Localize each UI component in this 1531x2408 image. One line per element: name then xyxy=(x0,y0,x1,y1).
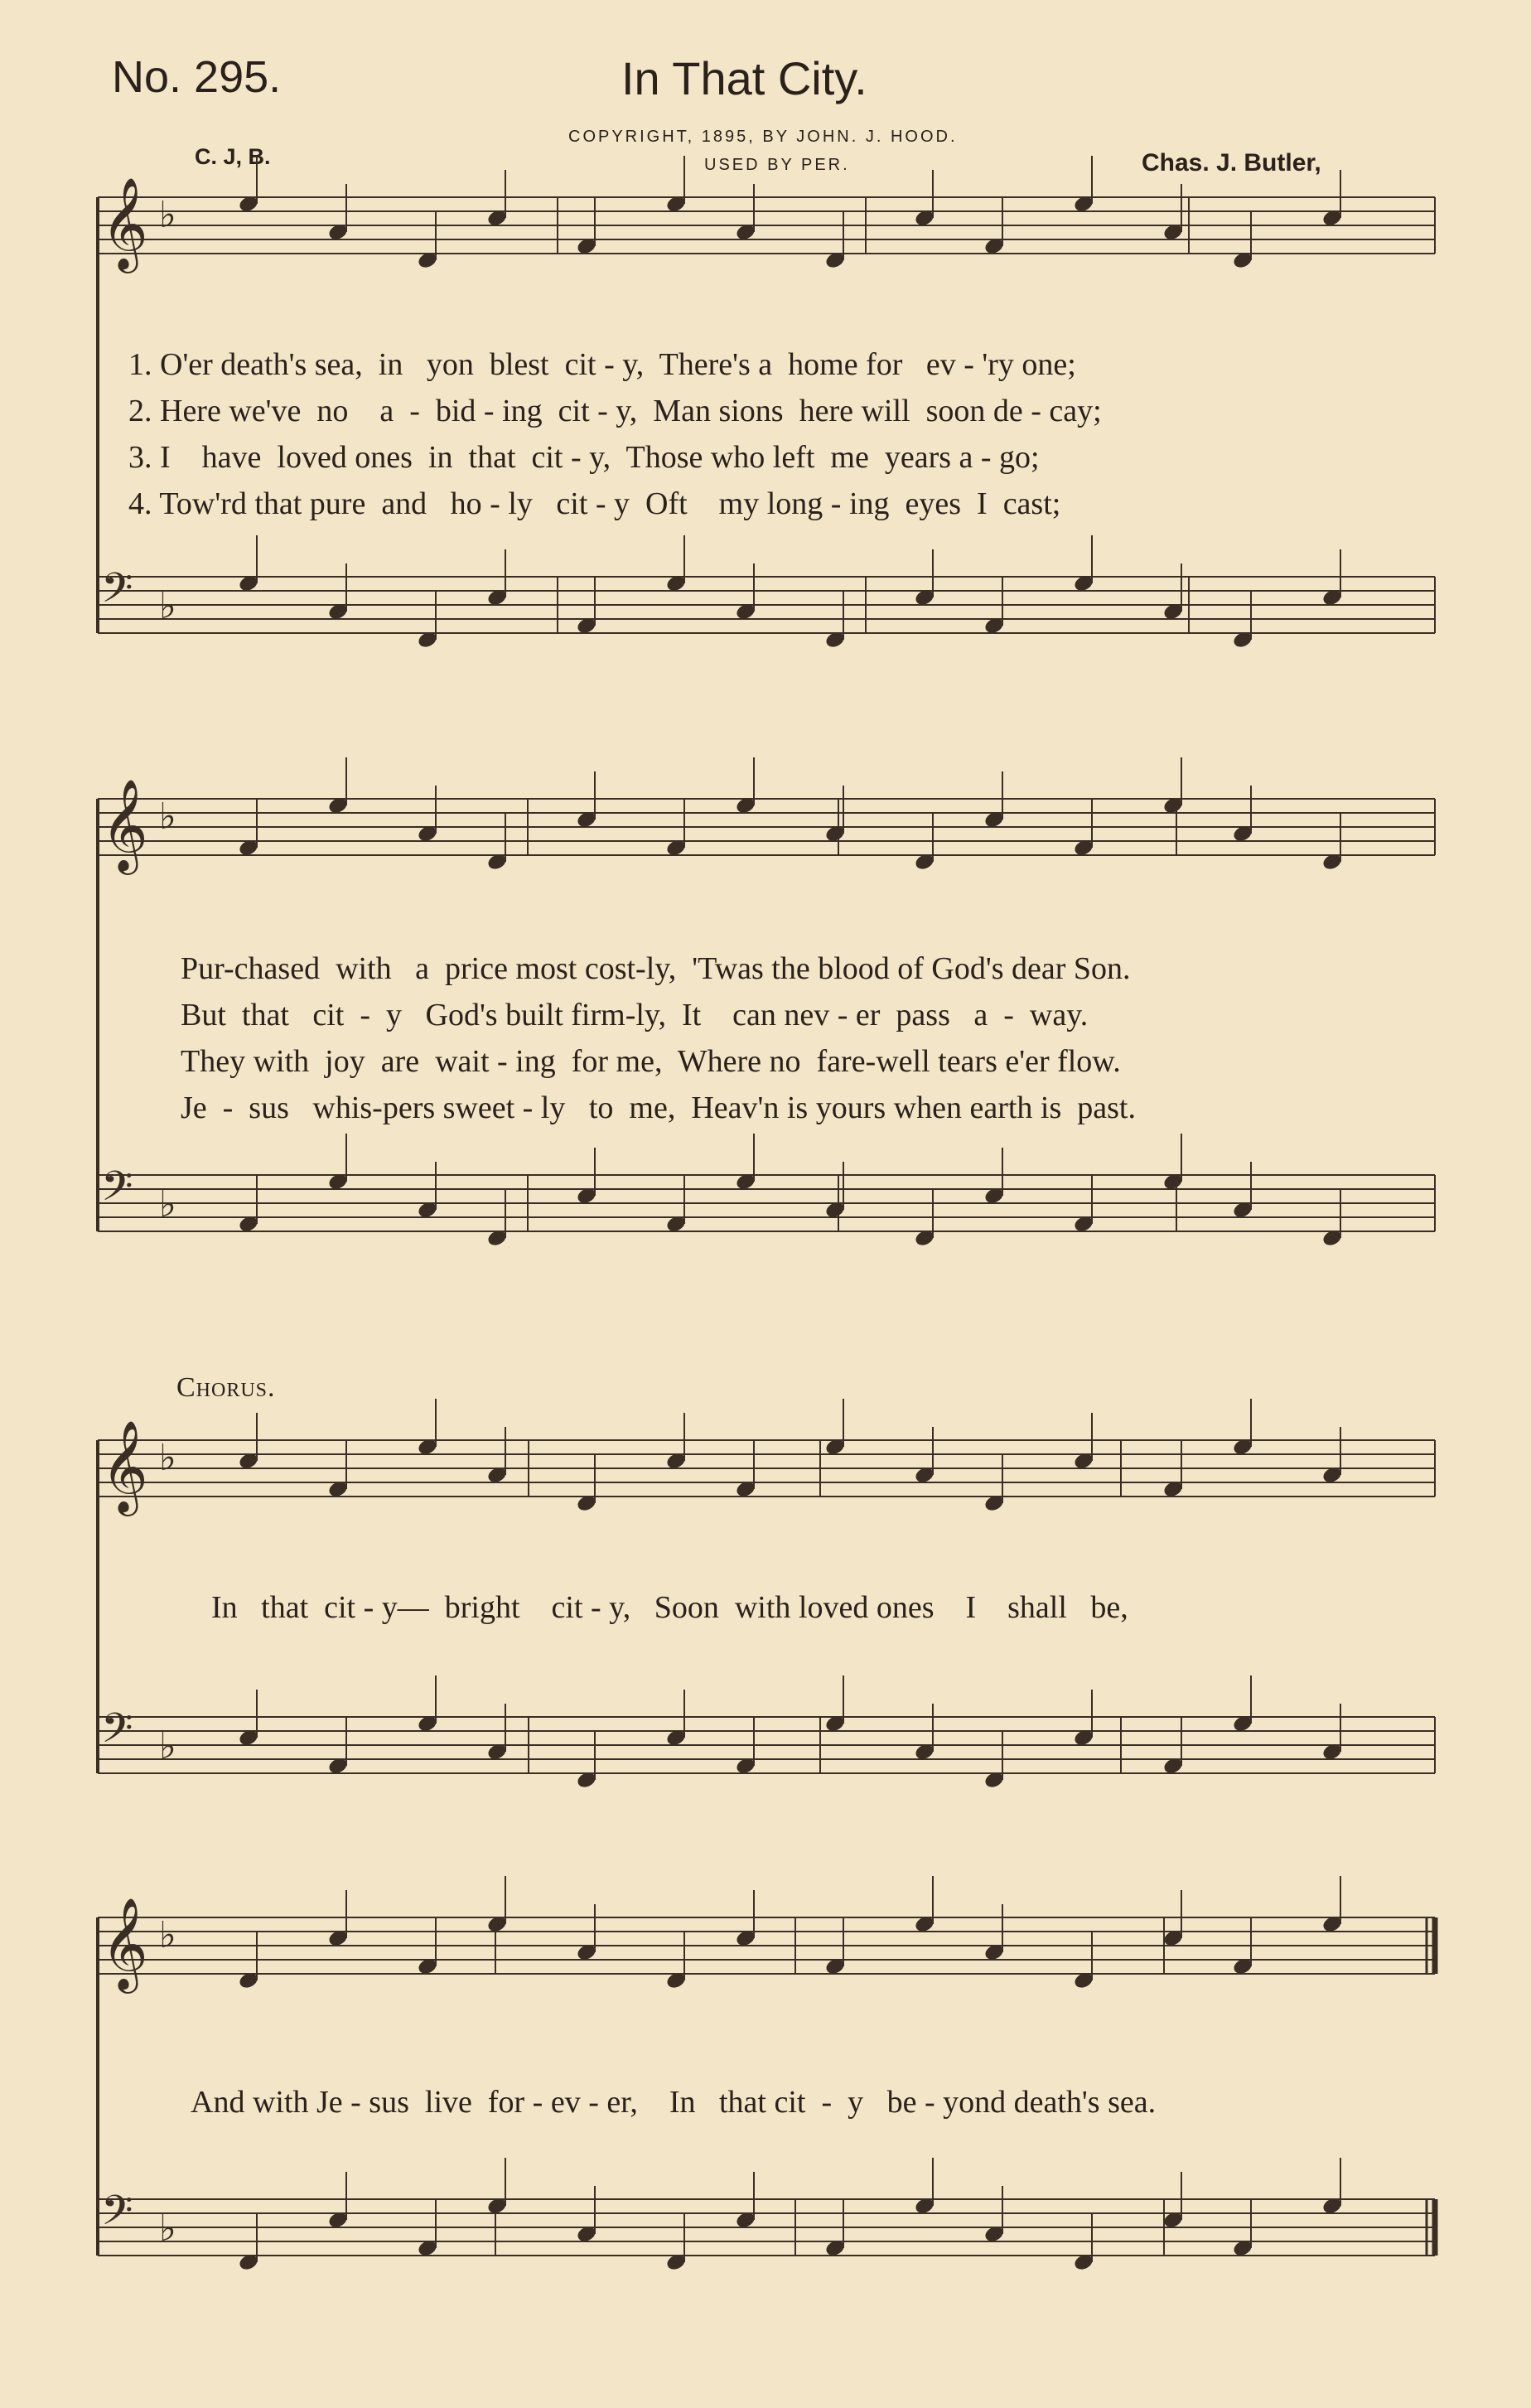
verse-line-3: 3. I have loved ones in that cit - y, Those who left me years a - go; xyxy=(128,440,1040,475)
verse-line-4: 4. Tow'rd that pure and ho - ly cit - y Oft my long - ing eyes I cast; xyxy=(128,486,1061,521)
bass-clef-icon: 𝄢 xyxy=(101,564,133,622)
refrain-line-3: They with joy are wait - ing for me, Where no fare-well tears e'er flow. xyxy=(181,1044,1121,1079)
chorus-line-2: And with Je - sus live for - ev - er, In that cit - y be - yond death's sea. xyxy=(191,2085,1157,2120)
verse-line-2: 2. Here we've no a - bid - ing cit - y, Man sions here will soon de - cay; xyxy=(128,394,1102,428)
flat-sign-icon: ♭ xyxy=(159,1183,176,1226)
refrain-line-4: Je - sus whis-pers sweet - ly to me, Heav'n is yours when earth is past. xyxy=(181,1090,1136,1125)
treble-clef-icon: 𝄞 xyxy=(101,1897,148,1990)
copyright-notice: COPYRIGHT, 1895, BY JOHN. J. HOOD. xyxy=(568,128,958,146)
verse-line-1: 1. O'er death's sea, in yon blest cit - y, There's a home for ev - 'ry one; xyxy=(128,347,1076,382)
flat-sign-icon: ♭ xyxy=(159,1914,176,1956)
bass-clef-icon: 𝄢 xyxy=(101,2187,133,2245)
composer-name: Chas. J. Butler, xyxy=(1142,149,1321,176)
bass-clef-icon: 𝄢 xyxy=(101,1704,133,1762)
chorus-label: Chorus. xyxy=(176,1372,276,1403)
bass-clef-icon: 𝄢 xyxy=(101,1163,133,1221)
treble-clef-icon: 𝄞 xyxy=(101,1419,148,1512)
hymn-title: In That City. xyxy=(621,52,867,104)
flat-sign-icon: ♭ xyxy=(159,1437,176,1479)
treble-clef-icon: 𝄞 xyxy=(101,778,148,871)
permission-notice: USED BY PER. xyxy=(704,156,850,174)
flat-sign-icon: ♭ xyxy=(159,194,176,236)
refrain-line-1: Pur-chased with a price most cost-ly, 'Twas the blood of God's dear Son. xyxy=(181,951,1131,986)
hymn-number: No. 295. xyxy=(112,52,282,102)
refrain-line-2: But that cit - y God's built firm-ly, It can nev - er pass a - way. xyxy=(181,998,1089,1032)
flat-sign-icon: ♭ xyxy=(159,795,176,838)
chorus-line-1: In that cit - y— bright cit - y, Soon with loved ones I shall be, xyxy=(211,1590,1128,1625)
flat-sign-icon: ♭ xyxy=(159,2207,176,2250)
treble-clef-icon: 𝄞 xyxy=(101,176,148,269)
flat-sign-icon: ♭ xyxy=(159,1725,176,1767)
flat-sign-icon: ♭ xyxy=(159,585,176,627)
lyricist-initials: C. J, B. xyxy=(195,144,271,169)
